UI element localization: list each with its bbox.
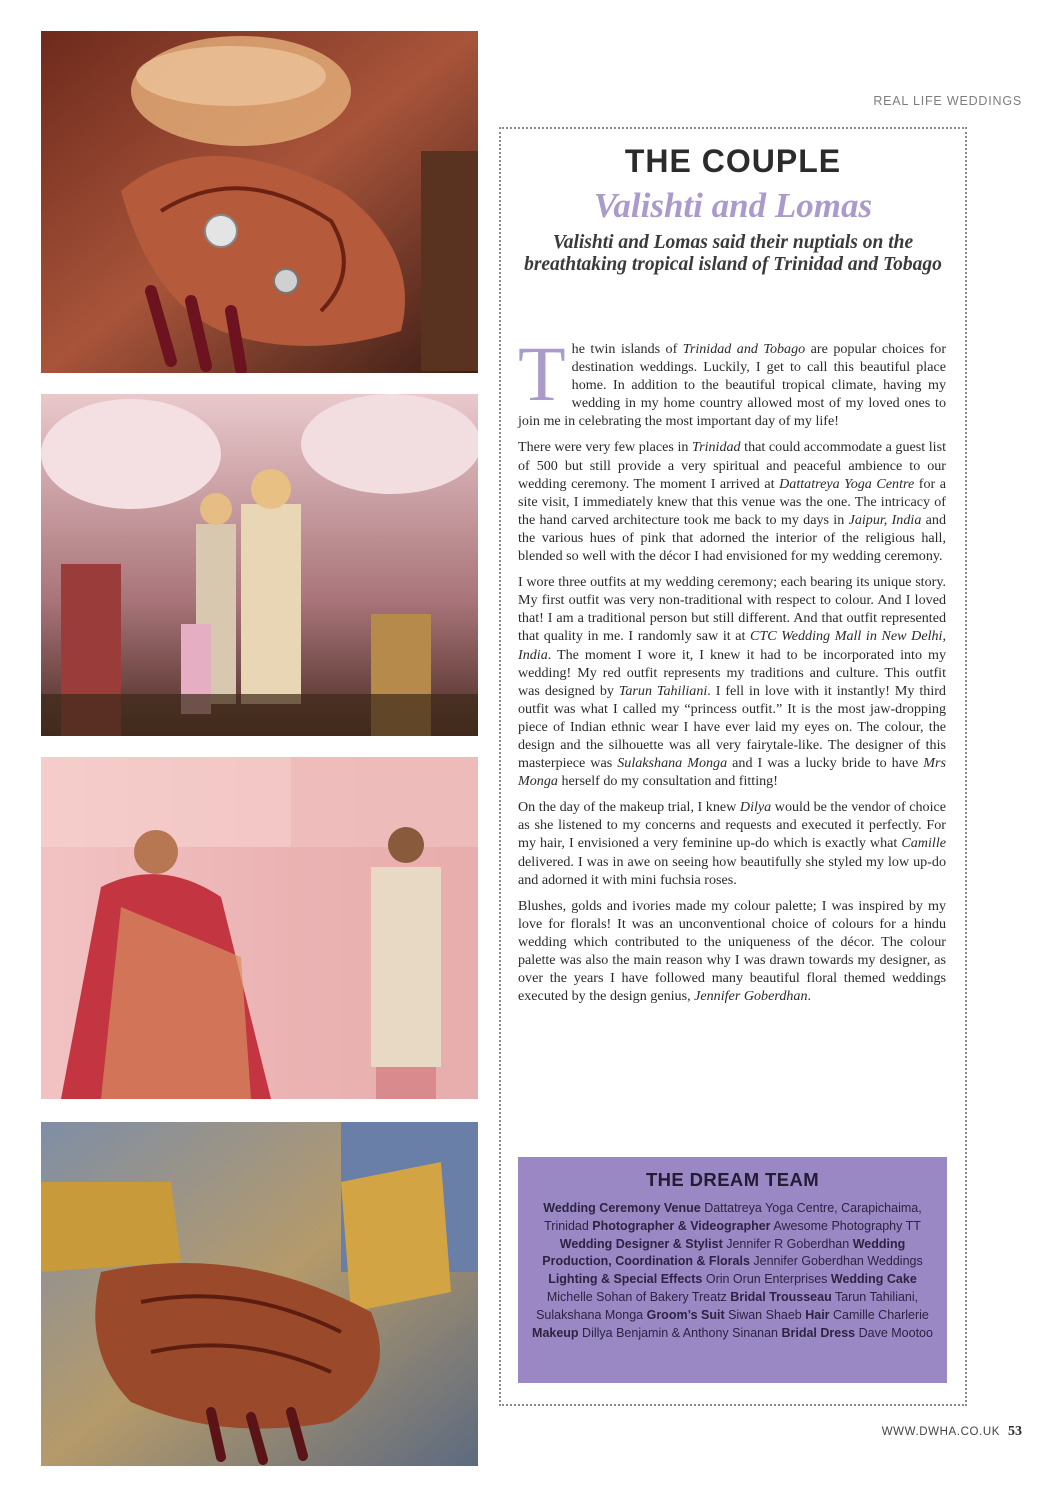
dream-team-credits [528, 1200, 937, 1342]
text-run: are popular choices for destination weddings. Luckily, I get to call this beautiful place home. In addition to the beautiful tropical climate, having my wedding in my home country allowed most of my loved ones to join me in celebrating the most important day of my life! [518, 341, 947, 430]
credit-name: Dillya Benjamin & Anthony Sinanan [578, 1325, 782, 1340]
paragraph-text [518, 799, 946, 887]
credit-name: Michelle Sohan of Bakery Treatz [546, 1289, 731, 1304]
dream-team-box [518, 1157, 947, 1383]
page-footer [882, 1424, 1022, 1440]
text-run: . The moment I wore it, I knew it had to be incorporated into my wedding! My red outfit represents my traditions and culture. This outfit was designed by [518, 646, 946, 699]
credit-name: Awesome Photography TT [770, 1218, 921, 1233]
credit-role: Wedding Ceremony Venue [543, 1201, 701, 1215]
credit-role: Bridal Dress [781, 1325, 856, 1340]
article-paragraph [518, 438, 946, 565]
credit-role: Makeup [532, 1325, 579, 1340]
credit-name: Dave Mootoo [855, 1325, 933, 1340]
paragraph-text [518, 439, 946, 564]
italic-text: Tarun Tahiliani [618, 682, 708, 699]
paragraph-text [518, 330, 947, 430]
section-label: REAL LIFE WEDDINGS [873, 94, 1022, 108]
photo-groom-procession [41, 394, 478, 736]
text-run: would be the vendor of choice as she listened to my concerns and requests and executed it perfectly. For my hair, I envisioned a very feminine up-do which is exactly what [518, 799, 946, 852]
italic-text: Camille [901, 835, 946, 852]
credit-name: Orin Orun Enterprises [702, 1272, 831, 1287]
italic-text: CTC Wedding Mall in New Delhi, India [518, 628, 946, 663]
article-paragraph [518, 798, 946, 888]
italic-text: Trinidad and Tobago [682, 341, 806, 357]
credit-role: Photographer & Videographer [592, 1218, 771, 1233]
italic-text: Jaipur, India [848, 511, 922, 528]
page-number: 53 [1008, 1424, 1022, 1439]
credit-name: Tarun Tahiliani, Sulakshana Monga [536, 1289, 919, 1322]
credit-name: Camille Charlerie [829, 1307, 929, 1322]
credit-role: Wedding Production, Coordination & Florals [542, 1236, 906, 1269]
article-standfirst: Valishti and Lomas said their nuptials on the breathtaking tropical island of Trinidad and Tobago [524, 232, 942, 275]
credit-role: Groom’s Suit [646, 1307, 725, 1322]
credit-name: Jennifer Goberdhan Weddings [749, 1254, 923, 1269]
credit-role: Hair [805, 1307, 830, 1322]
text-run: I wore three outfits at my wedding ceremony; each bearing its unique story. My first outfit was very non-traditional with respect to colour. And I loved that! I am a traditional person but still different. And that outfit represented that quality in me. I randomly saw it at [518, 574, 946, 645]
text-run: for a site visit, I immediately knew that this venue was the one. The intricacy of the hand carved architecture took me back to my days in [518, 475, 946, 528]
article-title: THE COUPLE [624, 143, 842, 179]
text-run: Blushes, golds and ivories made my colour palette; I was inspired by my love for florals! It was an unconventional choice of colours for a hindu wedding which contributed to the uniqueness of the décor. The colour palette was also the main reason why I was drawn towards my designer, as over the years I have followed many beautiful floral themed weddings executed by the design genius, [518, 897, 946, 1005]
text-run: he twin islands of [571, 341, 683, 357]
article-paragraph [518, 897, 946, 1006]
text-run: herself do my consultation and fitting! [557, 773, 778, 790]
credit-role: Lighting & Special Effects [548, 1272, 703, 1287]
article-body [518, 330, 947, 1013]
text-run: delivered. I was in awe on seeing how beautifully she styled my low up-do and adorned it with mini fuchsia roses. [518, 853, 946, 888]
website-url: WWW.DWHA.CO.UK [881, 1426, 1000, 1438]
dream-team-title: THE DREAM TEAM [645, 1169, 820, 1190]
credit-role: Bridal Trousseau [730, 1289, 832, 1304]
photo-henna-hand-rings [41, 31, 478, 373]
credit-role: Wedding Cake [830, 1272, 917, 1287]
paragraph-text [518, 574, 946, 789]
article-paragraph [518, 330, 947, 430]
italic-text: Sulakshana Monga [617, 755, 728, 772]
text-run: . I fell in love with it instantly! My third outfit was what I called my “princess outfit.” It is the most jaw-dropping piece of Indian ethnic wear I have ever laid my eyes on. The colour, the design and the silhouette was all very fairytale-like. The designer of this masterpiece was [518, 682, 946, 772]
article-paragraph [518, 573, 946, 790]
drop-cap: T [518, 330, 566, 417]
text-run: that could accommodate a guest list of 500 but still provide a very spiritual and peaceful ambience to our wedding ceremony. The moment I arrived at [518, 439, 946, 492]
credit-name: Jennifer R Goberdhan [722, 1236, 853, 1251]
text-run: and I was a lucky bride to have [727, 755, 924, 772]
text-run: On the day of the makeup trial, I knew [518, 799, 740, 816]
photo-bride-and-groom [41, 757, 478, 1099]
photo-henna-hands-bangles [41, 1122, 478, 1466]
italic-text: Mrs Monga [518, 755, 946, 790]
italic-text: Trinidad [692, 439, 741, 456]
italic-text: Dilya [739, 799, 772, 816]
article-subtitle: Valishti and Lomas [593, 186, 873, 225]
paragraph-text [518, 898, 946, 1004]
text-run: . [807, 988, 812, 1005]
italic-text: Dattatreya Yoga Centre [779, 475, 915, 492]
credit-role: Wedding Designer & Stylist [559, 1236, 723, 1251]
italic-text: Jennifer Goberdhan [694, 988, 808, 1005]
credit-name: Dattatreya Yoga Centre, Carapichaima, Trinidad [544, 1201, 922, 1233]
credit-name: Siwan Shaeb [724, 1307, 806, 1322]
text-run: There were very few places in [518, 439, 693, 456]
text-run: and the various hues of pink that adorned the interior of the religious hall, blended so well with the décor I had envisioned for my wedding ceremony. [518, 511, 947, 565]
